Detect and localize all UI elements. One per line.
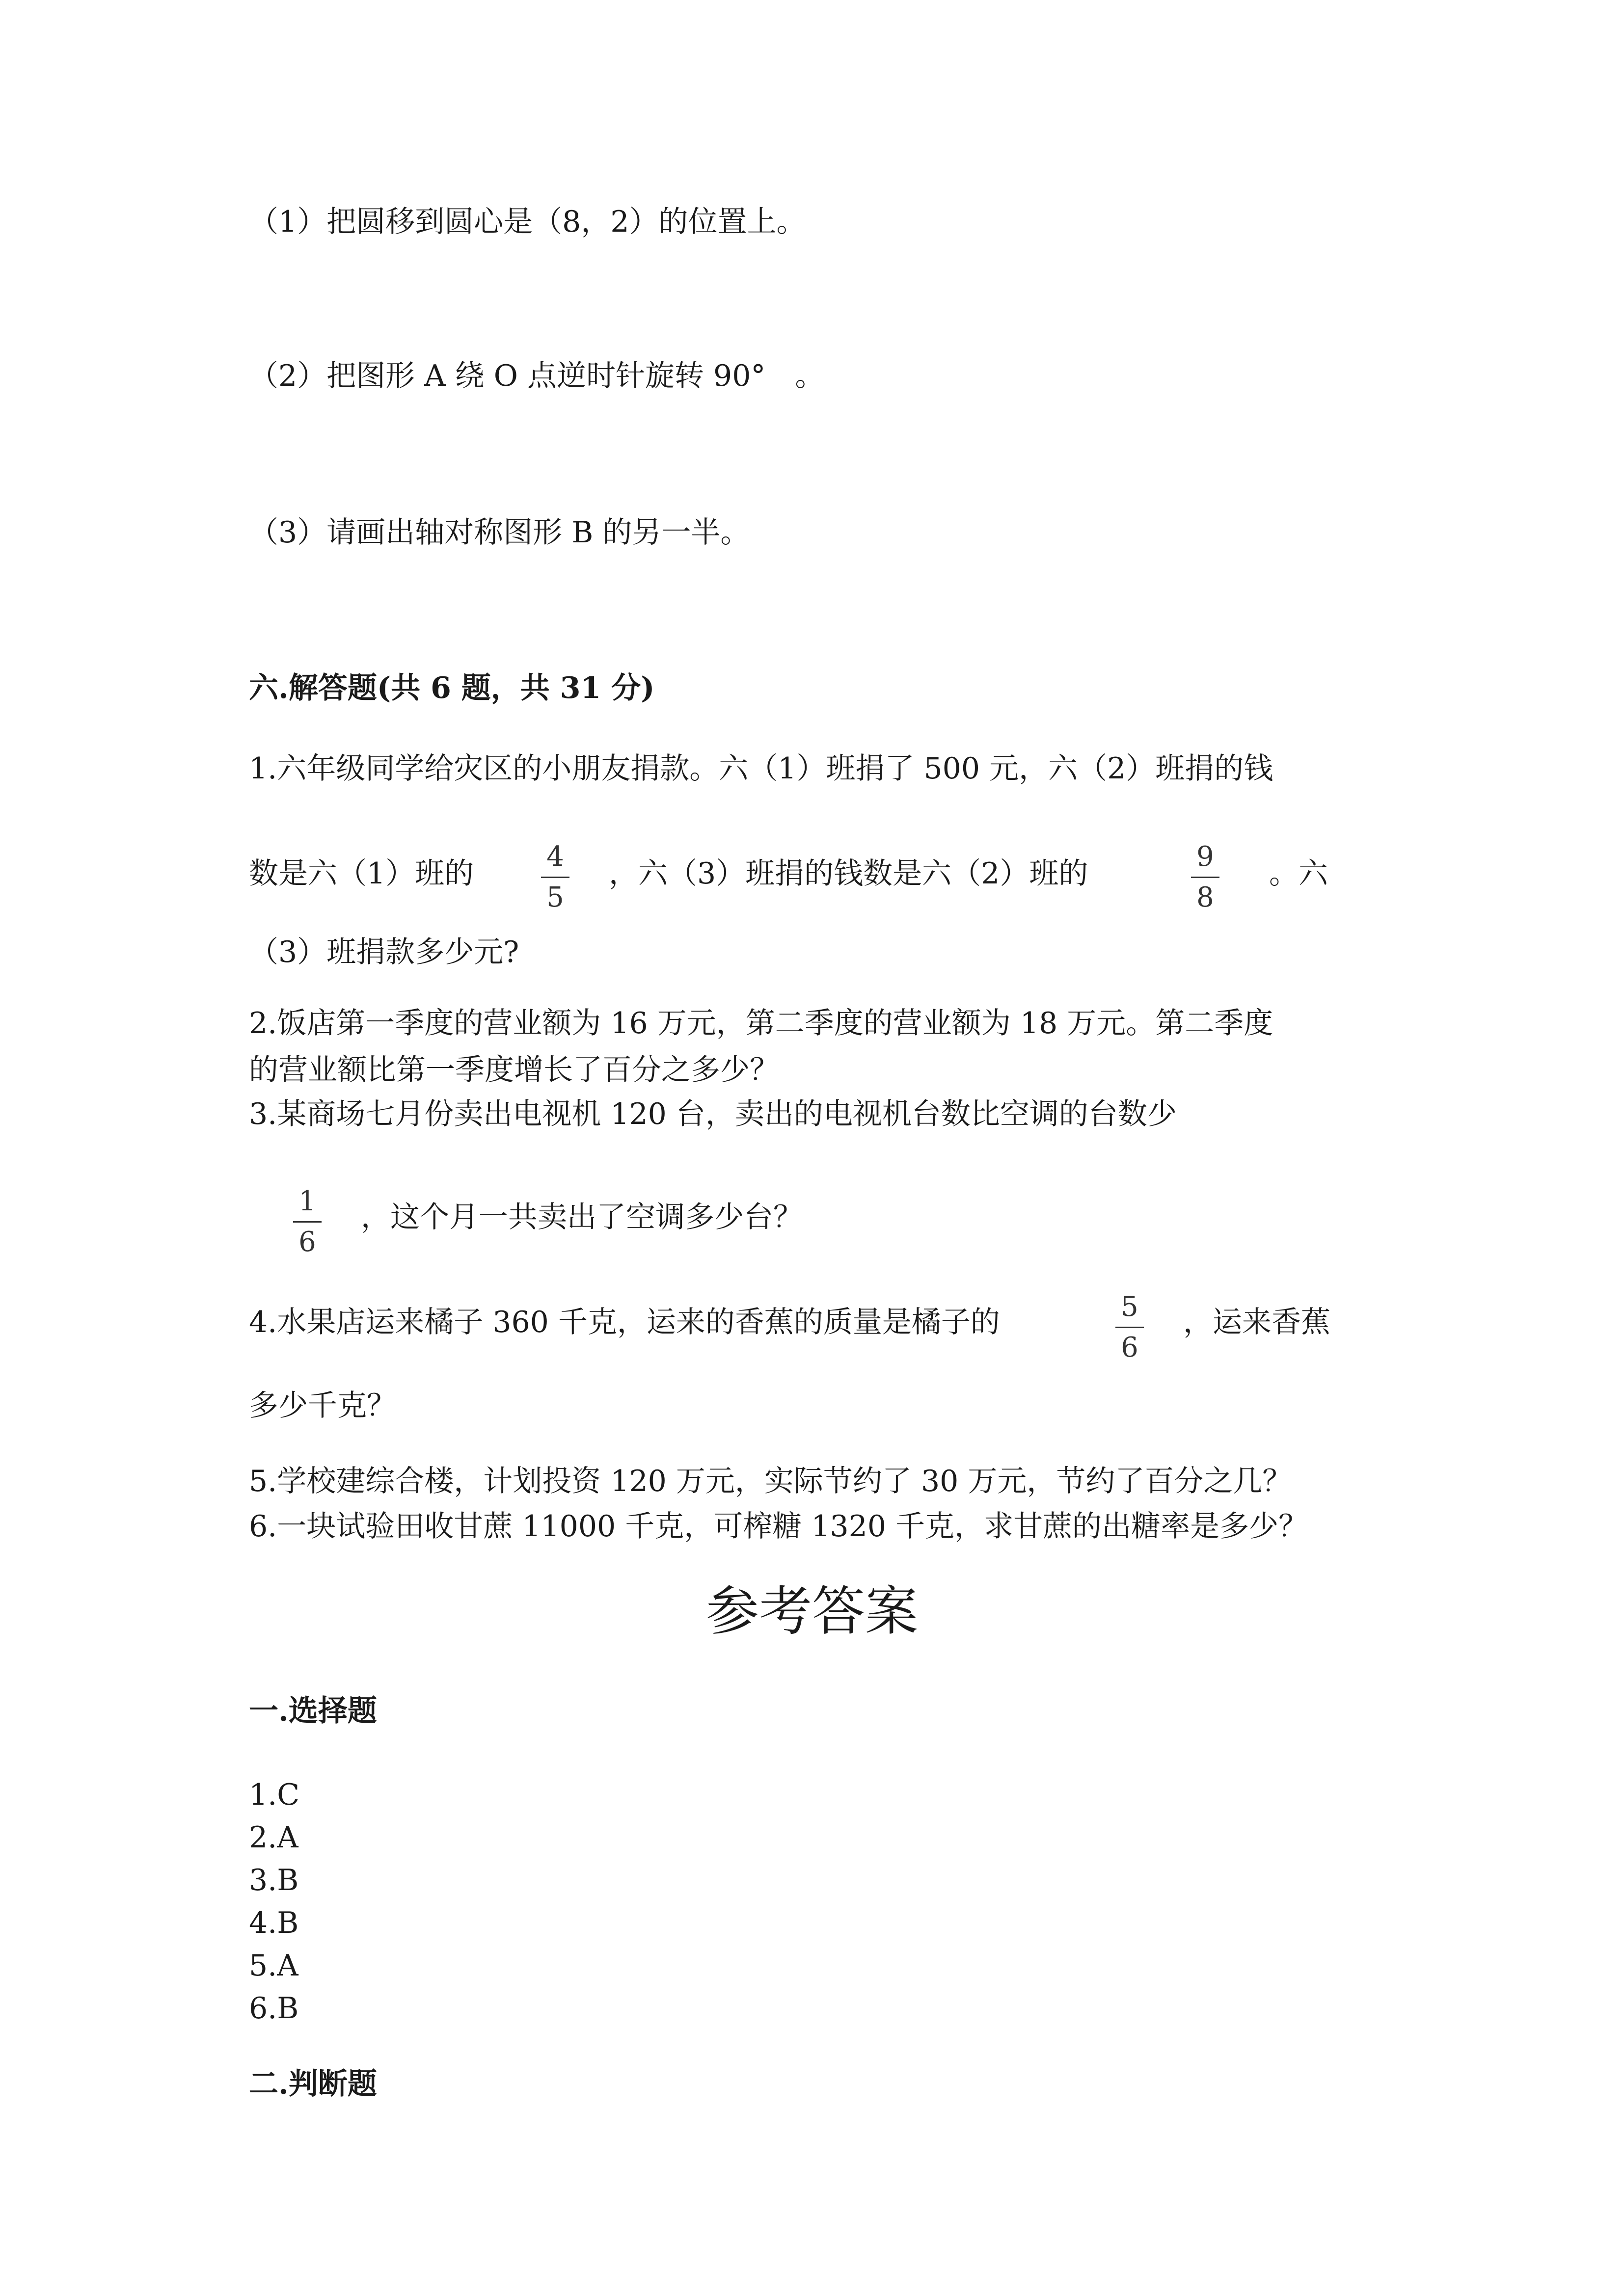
problem2-line2: 的营业额比第一季度增长了百分之多少？ [249,1053,779,1087]
problem2-line1: 2.饭店第一季度的营业额为 16 万元，第二季度的营业额为 18 万元。第二季度 [249,1006,1273,1041]
answer-item: 1.C [249,1778,300,1812]
problem3-fraction [290,1185,325,1258]
part5-q2: （2）把图形 A 绕 O 点逆时针旋转 90° 。 [249,359,825,393]
answer-item: 3.B [249,1863,299,1897]
part5-q1: （1）把圆移到圆心是（8，2）的位置上。 [249,205,806,239]
problem4-line2: 多少千克？ [249,1388,396,1423]
fraction-bar [293,1221,322,1223]
section6-heading: 六.解答题(共 6 题，共 31 分) [249,671,655,705]
fraction-bar [1115,1327,1144,1328]
fraction-numerator: 4 [546,841,564,873]
problem4-line1: 4.水果店运来橘子 360 千克，运来的香蕉的质量是橘子的 [249,1305,1000,1339]
problem1-fraction2 [1188,843,1222,911]
fraction-denominator: 5 [546,881,564,913]
problem1-line3: （3）班捐款多少元? [249,935,519,969]
fraction-numerator: 5 [1121,1291,1138,1323]
problem5: 5.学校建综合楼，计划投资 120 万元，实际节约了 30 万元，节约了百分之几？ [249,1464,1292,1498]
problem1-fraction1 [538,843,572,911]
fraction-bar [1191,877,1219,878]
answers-title: 参考答案 [705,1581,918,1642]
problem4-line1b: ，运来香蕉 [1183,1305,1330,1339]
problem6: 6.一块试验田收甘蔗 11000 千克，可榨糖 1320 千克，求甘蔗的出糖率是多少？ [249,1509,1308,1544]
problem1-line1: 1.六年级同学给灾区的小朋友捐款。六（1）班捐了 500 元，六（2）班捐的钱 [249,751,1273,786]
problem4-fraction [1112,1293,1147,1362]
problem1-line2a: 数是六（1）班的 [249,856,474,891]
answer-item: 4.B [249,1906,299,1940]
problem1-line2b: ，六（3）班捐的钱数是六（2）班的 [609,856,1088,891]
answers-section1-heading: 一.选择题 [249,1694,377,1728]
answer-item: 5.A [249,1949,298,1983]
part5-q3: （3）请画出轴对称图形 B 的另一半。 [249,515,750,550]
fraction-denominator: 6 [1121,1332,1138,1363]
answer-item: 6.B [249,1991,299,2026]
fraction-denominator: 6 [298,1226,316,1258]
answer-item: 2.A [249,1820,298,1855]
problem3-line2: ，这个月一共卖出了空调多少台？ [361,1200,803,1234]
answers-section2-heading: 二.判断题 [249,2067,377,2101]
problem1-line2c: 。六 [1269,856,1328,891]
problem3-line1: 3.某商场七月份卖出电视机 120 台，卖出的电视机台数比空调的台数少 [249,1097,1177,1131]
fraction-bar [541,877,569,878]
fraction-denominator: 8 [1196,881,1214,913]
fraction-numerator: 1 [298,1185,316,1217]
fraction-numerator: 9 [1196,841,1214,873]
